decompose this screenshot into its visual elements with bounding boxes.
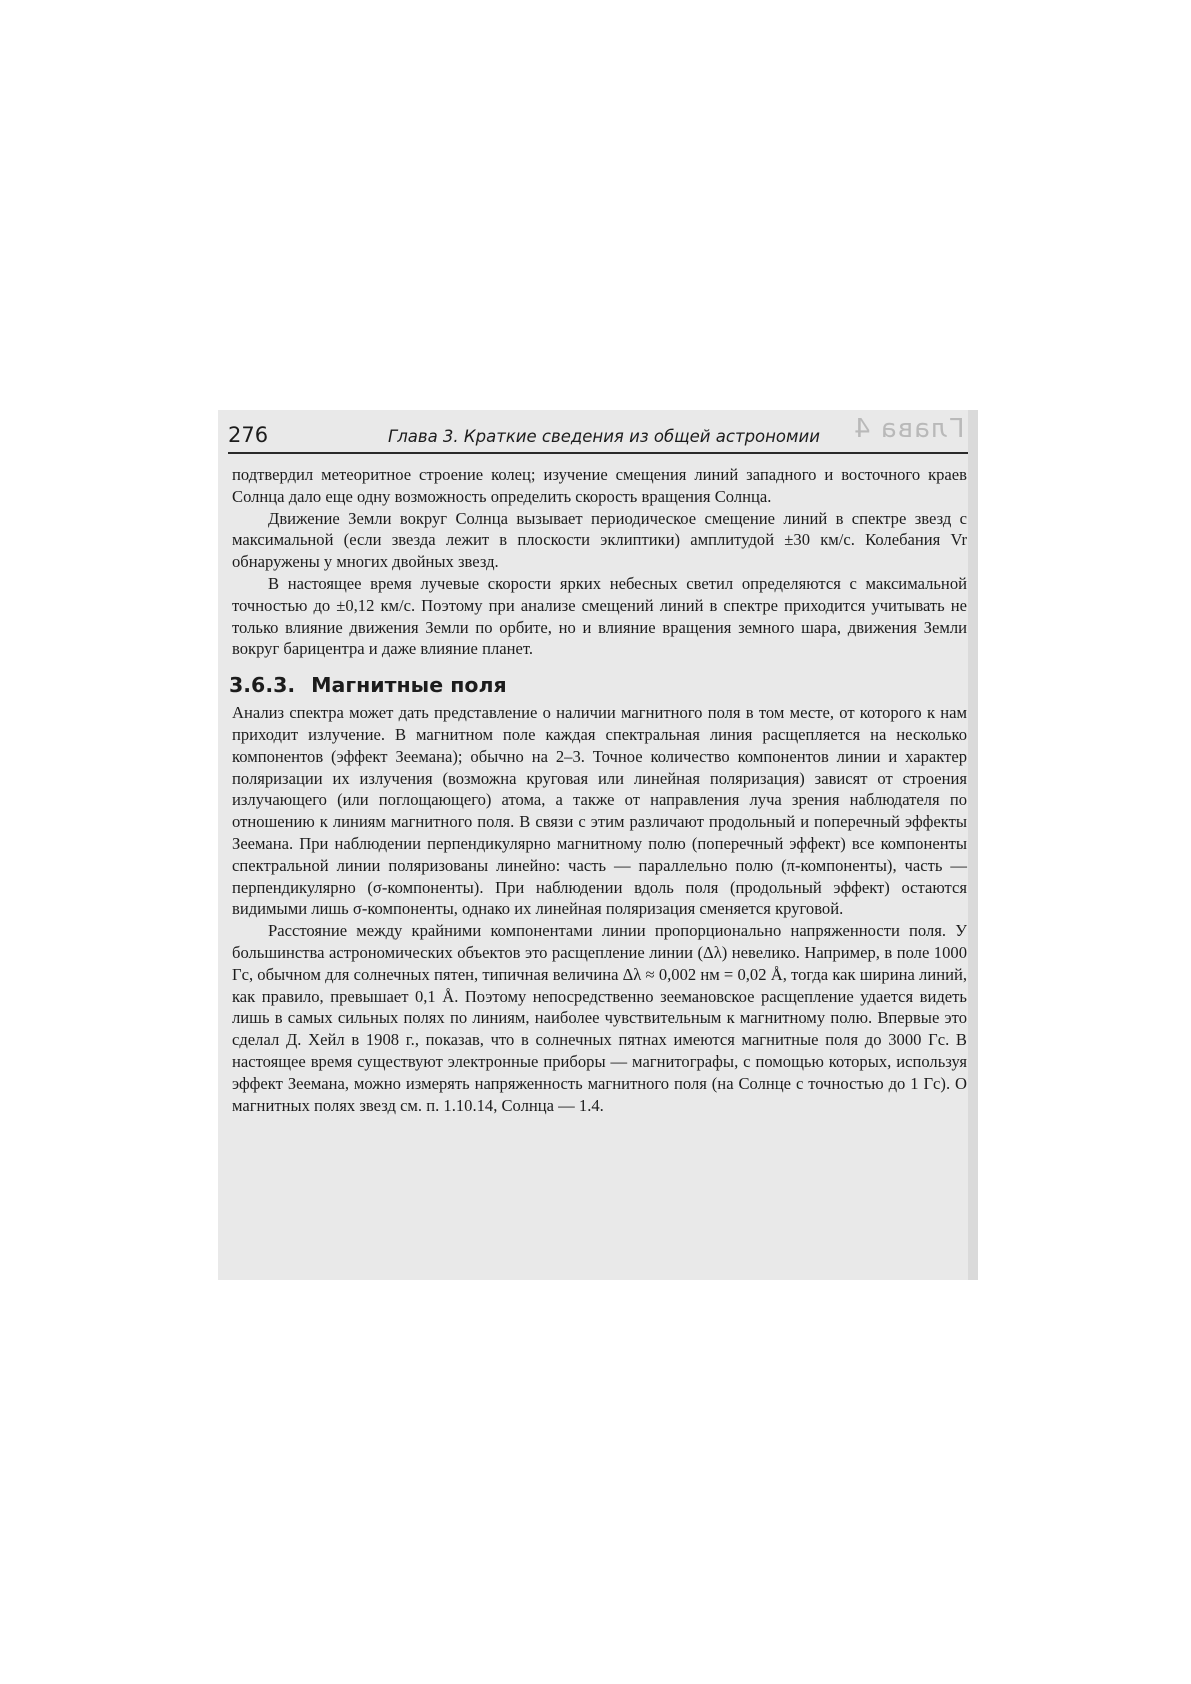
page-number: 276 [228,423,269,447]
section-number: 3.6.3. [229,673,296,698]
bleed-through-text: Глава 4 [852,414,964,444]
paragraph: Анализ спектра может дать представление о наличии магнитного поля в том месте, от которого к нам приходит излучение. В магнитном поле каждая спектральная линия расщепляется на несколько компонентов (эффект Зеемана); обычно на 2–3. Точное количество компонентов линии и характер поляризации их излучения (возможна круговая или линейная поляризация) зависят от строения излучающего (или поглощающего) атома, а также от направления луча зрения наблюдателя по отношению к линиям магнитного поля. В связи с этим различают продольный и поперечный эффекты Зеемана. При наблюдении перпендикулярно магнитному полю (поперечный эффект) все компоненты спектральной линии поляризованы линейно: часть — параллельно полю (π-компоненты), часть — перпендикулярно (σ-компоненты). При наблюдении вдоль поля (продольный эффект) остаются видимыми лишь σ-компоненты, однако их линейная поляризация сменяется круговой. [232,703,967,919]
paragraph: В настоящее время лучевые скорости ярких небесных светил определяются с максимальной точностью до ±0,12 км/с. Поэтому при анализе смещений линий в спектре приходится учитывать не только влияние движения Земли по орбите, но и влияние вращения земного шара, движения Земли вокруг барицентра и даже влияние планет. [232,573,967,659]
paragraph: подтвердил метеоритное строение колец; изучение смещения линий западного и восточного краев Солнца дало еще одну возможность определить скорость вращения Солнца. [232,465,967,506]
page-header [228,422,968,454]
section-heading [229,672,967,698]
paragraph: Движение Земли вокруг Солнца вызывает периодическое смещение линий в спектре звезд с максимальной (если звезда лежит в плоскости эклиптики) амплитудой ±30 км/с. Колебания Vr обнаружены у многих двойных звезд. [232,508,967,572]
paragraph: Расстояние между крайними компонентами линии пропорционально напряженности поля. У большинства астрономических объектов это расщепление линии (Δλ) невелико. Например, в поле 1000 Гс, обычном для солнечных пятен, типичная величина Δλ ≈ 0,002 нм = 0,02 Å, тогда как ширина линий, как правило, превышает 0,1 Å. Поэтому непосредственно зеемановское расщепление удается видеть лишь в самых сильных полях по линиям, наиболее чувствительным к магнитному полю. Впервые это сделал Д. Хейл в 1908 г., показав, что в солнечных пятнах имеются магнитные поля до 3000 Гс. В настоящее время существуют электронные приборы — магнитографы, с помощью которых, используя эффект Зеемана, можно измерять напряженность магнитного поля (на Солнце с точностью до 1 Гс). О магнитных полях звезд см. п. 1.10.14, Солнца — 1.4. [232,921,967,1115]
section-title: Магнитные поля [311,673,507,698]
running-head: Глава 3. Краткие сведения из общей астрономии [388,427,820,446]
page-body [229,464,967,1116]
